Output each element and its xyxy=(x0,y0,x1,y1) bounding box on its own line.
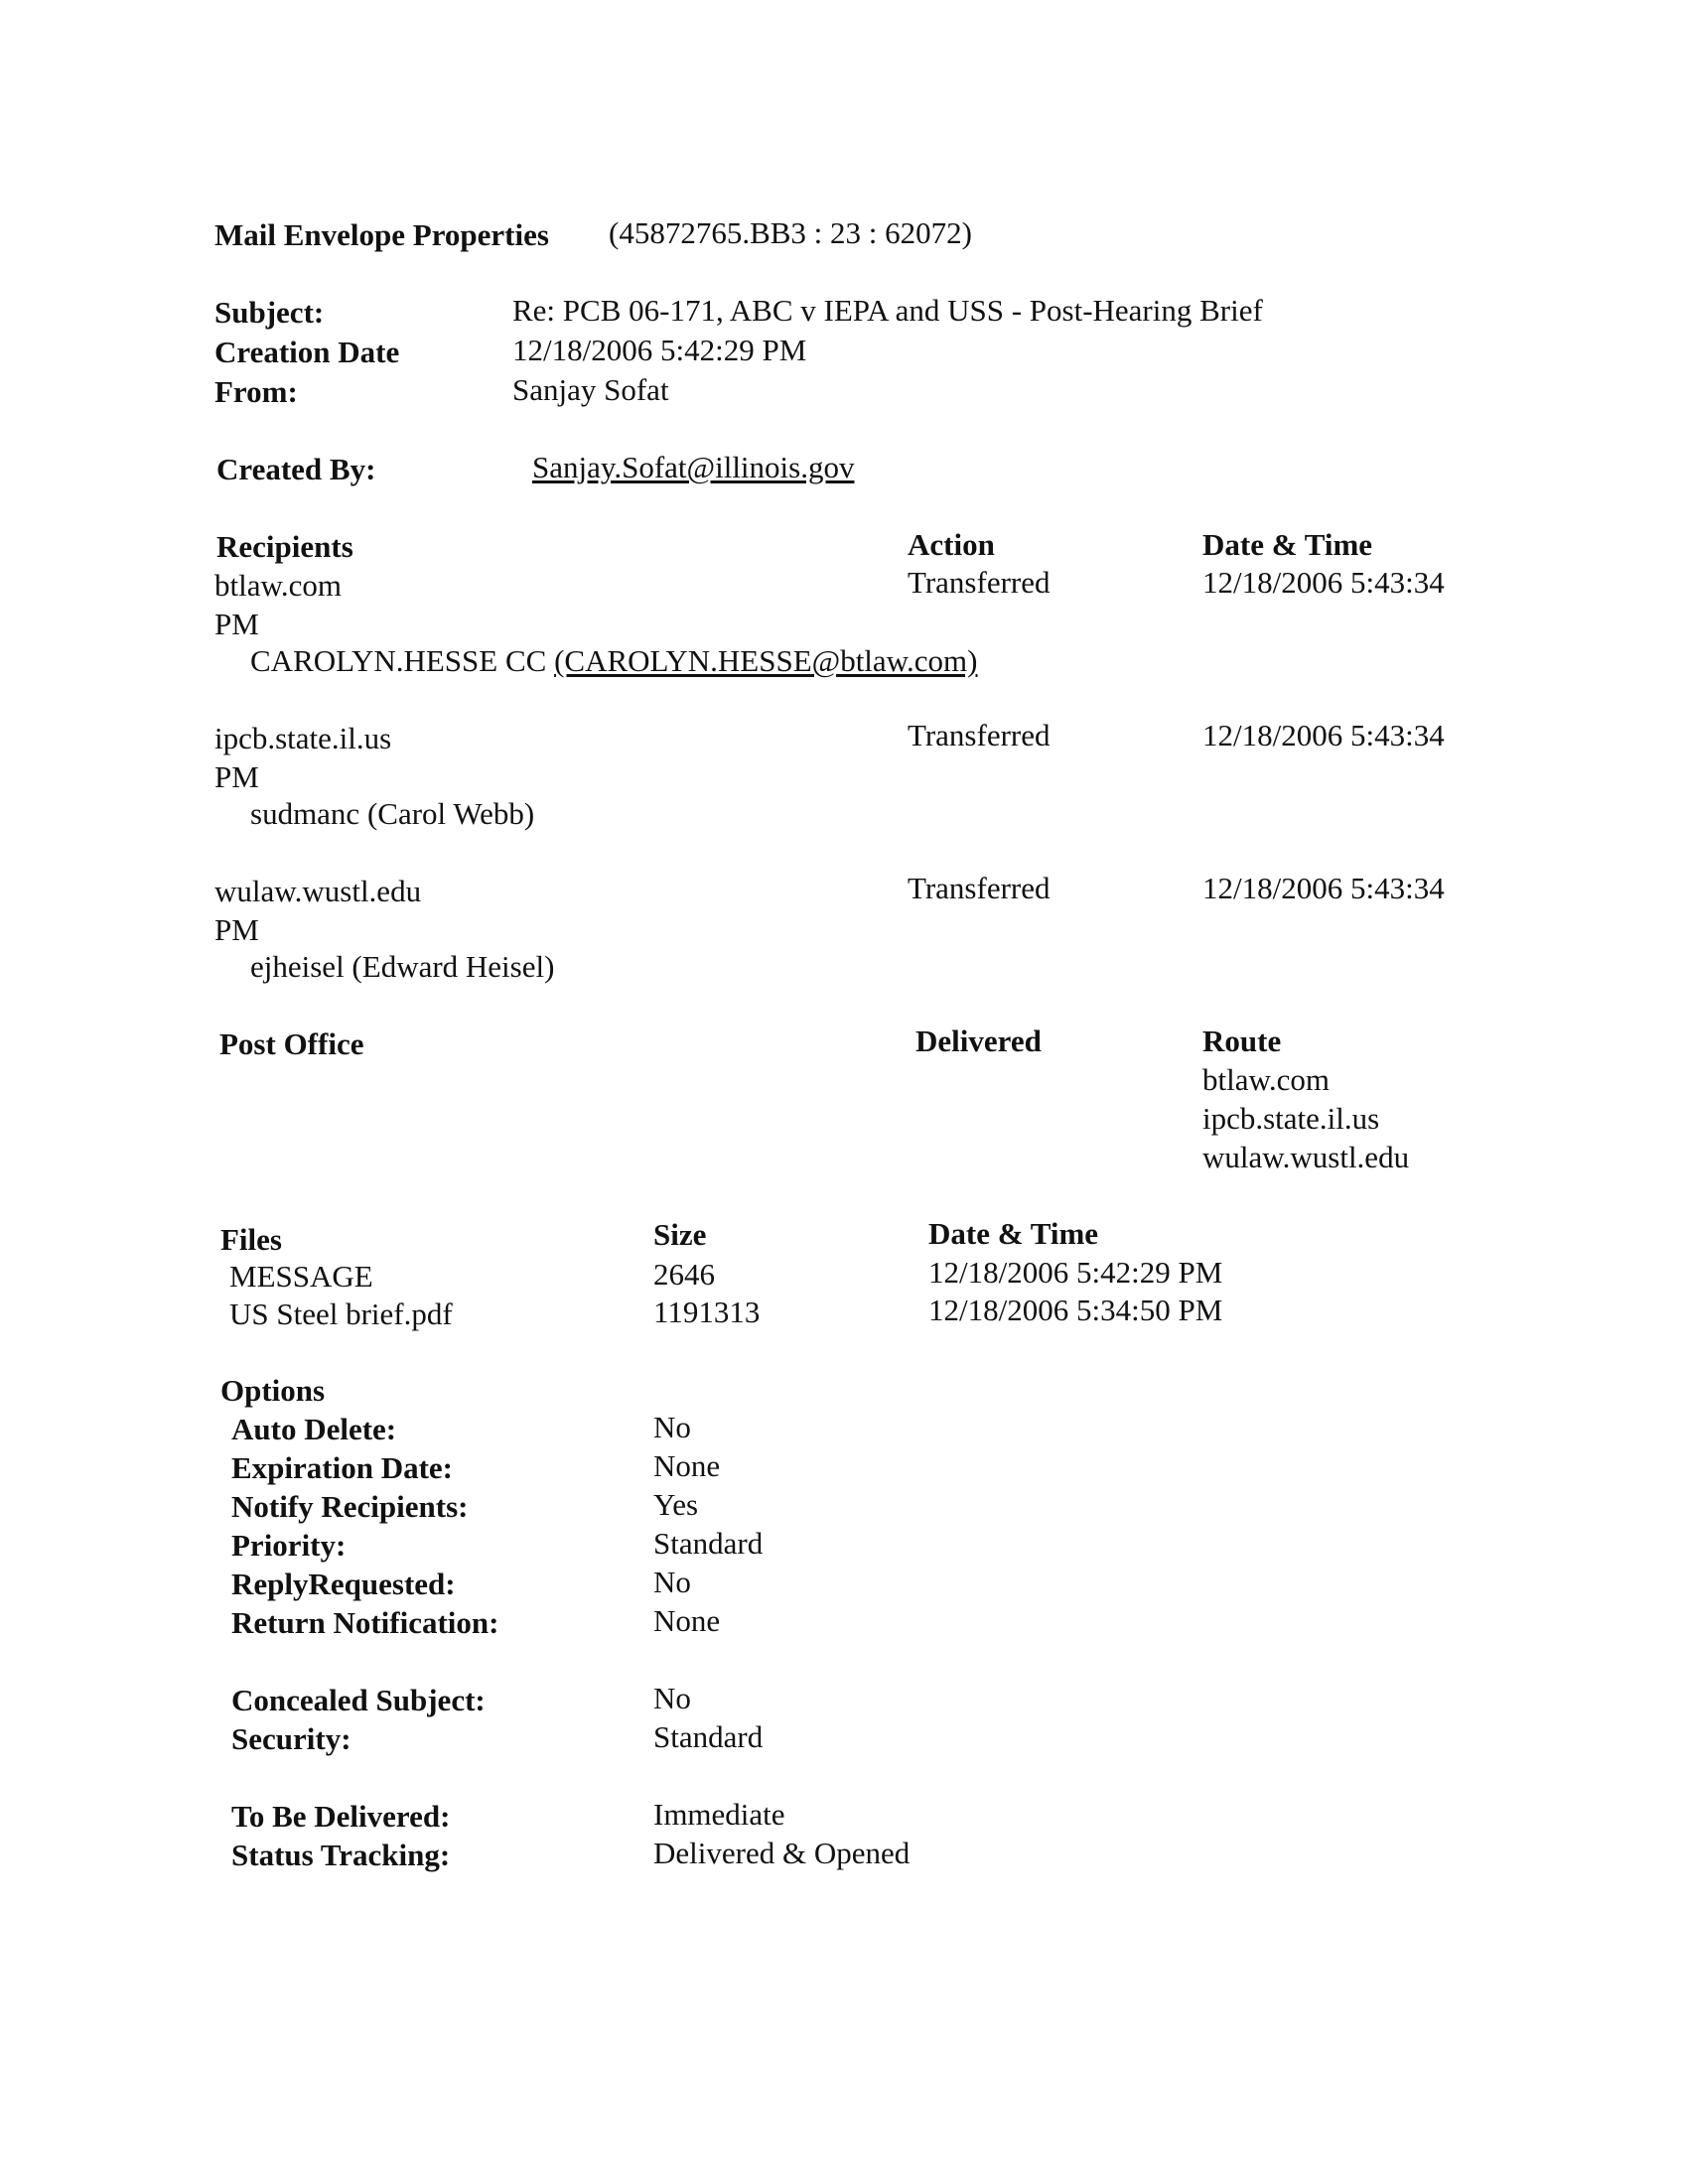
option-label: Concealed Subject: xyxy=(231,1683,486,1717)
option-value: Yes xyxy=(653,1487,699,1522)
post-office-header: Post Office xyxy=(219,1026,364,1061)
option-value: No xyxy=(653,1681,691,1715)
recipient-contact: ejheisel (Edward Heisel) xyxy=(250,949,555,984)
option-label: Return Notification: xyxy=(231,1605,499,1640)
option-value: Delivered & Opened xyxy=(653,1836,911,1870)
option-label: Priority: xyxy=(231,1528,347,1563)
message-id: (45872765.BB3 : 23 : 62072) xyxy=(609,215,972,250)
route-header: Route xyxy=(1202,1024,1282,1058)
option-value: Standard xyxy=(653,1719,764,1754)
subject-label: Subject: xyxy=(214,295,325,330)
route-item: btlaw.com xyxy=(1202,1062,1330,1097)
option-label: Auto Delete: xyxy=(231,1412,397,1446)
created-by-email-link[interactable]: Sanjay.Sofat@illinois.gov xyxy=(532,450,855,484)
recipient-datetime-pm: PM xyxy=(214,759,259,794)
recipient-contact: sudmanc (Carol Webb) xyxy=(250,796,535,831)
option-value: Immediate xyxy=(653,1797,785,1832)
option-label: Status Tracking: xyxy=(231,1838,451,1872)
action-header: Action xyxy=(908,527,995,562)
creation-date-value: 12/18/2006 5:42:29 PM xyxy=(512,333,807,367)
recipient-datetime: 12/18/2006 5:43:34 xyxy=(1202,565,1445,600)
option-label: Notify Recipients: xyxy=(231,1489,469,1524)
delivered-header: Delivered xyxy=(915,1024,1042,1058)
file-datetime: 12/18/2006 5:34:50 PM xyxy=(928,1293,1223,1327)
file-name: MESSAGE xyxy=(229,1259,373,1294)
option-value: None xyxy=(653,1448,721,1483)
file-size: 2646 xyxy=(653,1257,715,1292)
options-header: Options xyxy=(220,1373,326,1408)
recipient-contact xyxy=(250,645,978,676)
recipient-domain: btlaw.com xyxy=(214,568,342,603)
route-item: ipcb.state.il.us xyxy=(1202,1101,1380,1136)
option-value: No xyxy=(653,1410,691,1444)
file-datetime-header: Date & Time xyxy=(928,1216,1099,1251)
recipient-datetime: 12/18/2006 5:43:34 xyxy=(1202,871,1445,905)
recipient-datetime-pm: PM xyxy=(214,607,259,641)
route-item: wulaw.wustl.edu xyxy=(1202,1140,1410,1174)
option-label: ReplyRequested: xyxy=(231,1567,456,1601)
from-label: From: xyxy=(214,374,298,409)
created-by-label: Created By: xyxy=(216,452,376,486)
recipient-datetime: 12/18/2006 5:43:34 xyxy=(1202,718,1445,752)
document-title: Mail Envelope Properties xyxy=(214,217,549,252)
recipients-header: Recipients xyxy=(216,529,353,564)
recipient-datetime-pm: PM xyxy=(214,912,259,947)
recipient-contact-name: CAROLYN.HESSE CC xyxy=(250,643,555,678)
recipient-domain: ipcb.state.il.us xyxy=(214,721,392,755)
option-label: Security: xyxy=(231,1721,351,1756)
recipient-action: Transferred xyxy=(908,871,1051,905)
size-header: Size xyxy=(653,1217,707,1252)
file-name: US Steel brief.pdf xyxy=(229,1297,453,1331)
file-datetime: 12/18/2006 5:42:29 PM xyxy=(928,1255,1223,1290)
subject-value: Re: PCB 06-171, ABC v IEPA and USS - Post-Hearing Brief xyxy=(512,293,1263,328)
recipient-action: Transferred xyxy=(908,565,1051,600)
option-value: No xyxy=(653,1565,691,1599)
option-label: To Be Delivered: xyxy=(231,1799,451,1834)
option-value: Standard xyxy=(653,1526,764,1561)
option-value: None xyxy=(653,1603,721,1638)
recipient-email-link[interactable]: (CAROLYN.HESSE@btlaw.com) xyxy=(554,643,978,678)
from-value: Sanjay Sofat xyxy=(512,372,669,407)
recipient-action: Transferred xyxy=(908,718,1051,752)
datetime-header: Date & Time xyxy=(1202,527,1373,562)
option-label: Expiration Date: xyxy=(231,1450,454,1485)
files-header: Files xyxy=(220,1222,282,1257)
creation-date-label: Creation Date xyxy=(214,335,400,369)
recipient-domain: wulaw.wustl.edu xyxy=(214,874,422,908)
file-size: 1191313 xyxy=(653,1295,761,1329)
